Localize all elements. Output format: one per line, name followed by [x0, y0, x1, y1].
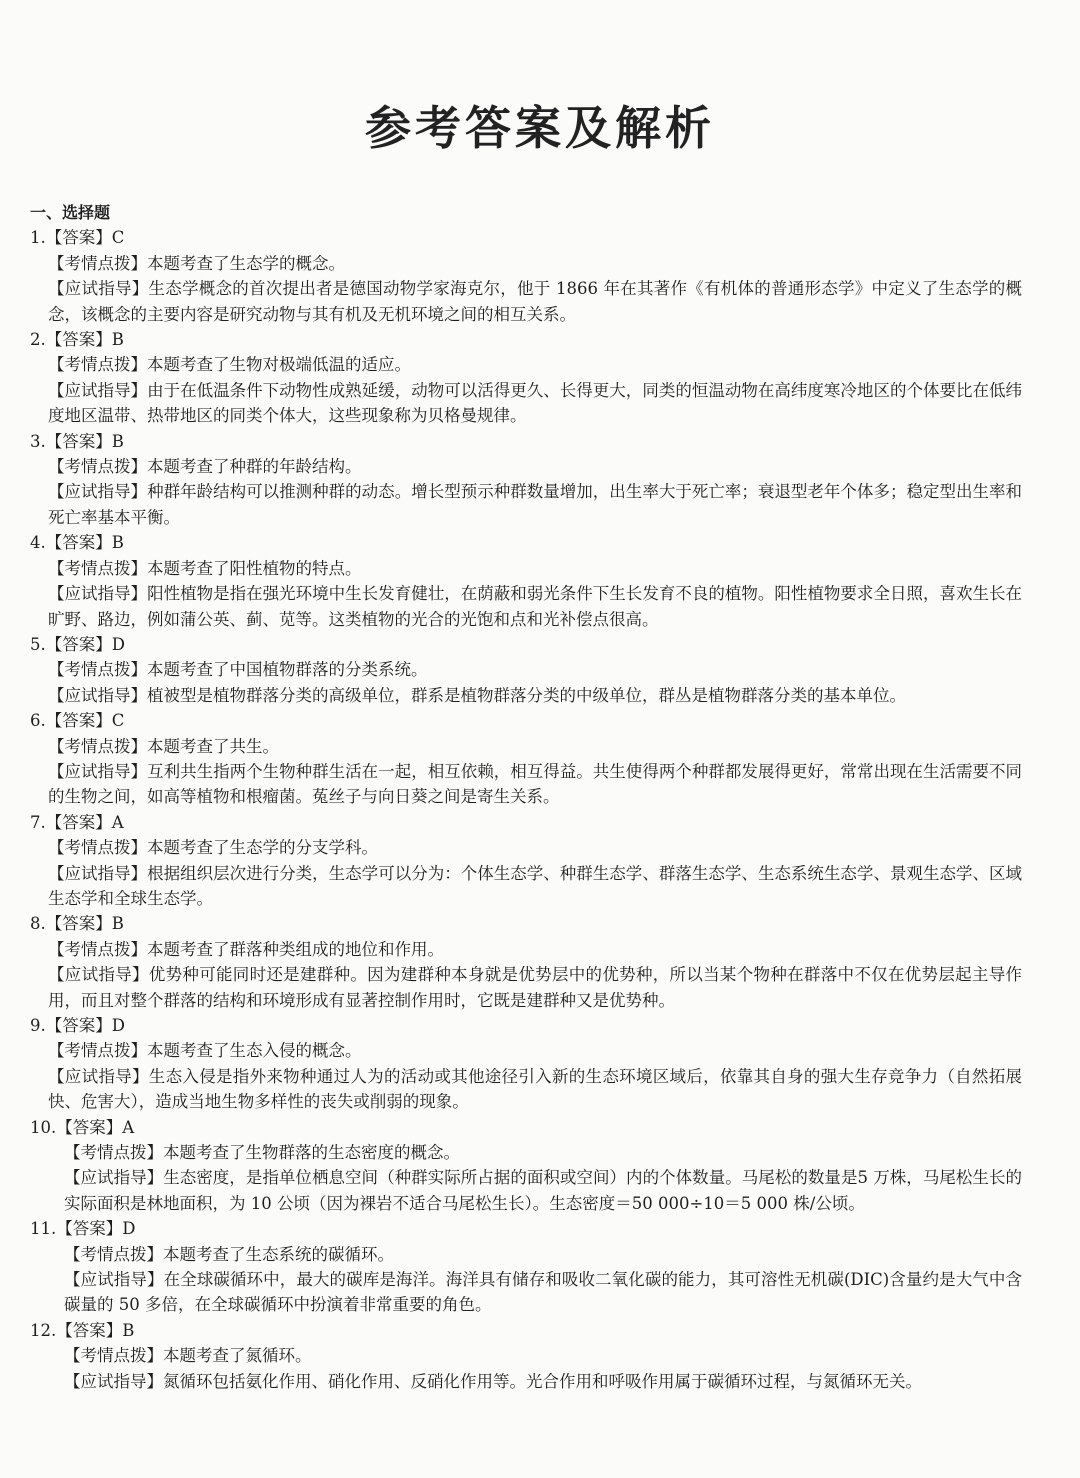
exam-point-tag: 【考情点拨】 — [48, 457, 147, 477]
answer-line — [30, 429, 1022, 454]
exam-point-tag: 【考情点拨】 — [64, 1143, 163, 1163]
exam-point-text: 本题考查了生物对极端低温的适应。 — [147, 355, 411, 375]
guidance-line — [30, 1064, 1022, 1115]
guidance-line — [30, 683, 1022, 708]
question-number: 8. — [30, 914, 46, 934]
question-number: 2. — [30, 330, 46, 350]
answer-label: 【答案】B — [56, 1320, 135, 1340]
question-item — [30, 632, 1022, 708]
question-item — [30, 911, 1022, 1013]
answer-label: 【答案】B — [45, 431, 124, 451]
exam-point-tag: 【考情点拨】 — [64, 1346, 163, 1366]
guidance-line — [30, 759, 1022, 810]
guidance-line — [30, 1267, 1022, 1318]
question-item — [30, 327, 1022, 429]
answer-section — [30, 200, 1022, 1394]
exam-point-line — [30, 1140, 1022, 1165]
answer-line — [30, 632, 1022, 657]
guidance-text: 生态入侵是指外来物种通过人为的活动或其他途径引入新的生态环境区域后，依靠其自身的强大生存竞争力（自然拓展快、危害大），造成当地生物多样性的丧失或削弱的现象。 — [48, 1066, 1023, 1112]
exam-point-text: 本题考查了生态学的分支学科。 — [147, 838, 378, 858]
exam-point-text: 本题考查了中国植物群落的分类系统。 — [147, 660, 428, 680]
answer-line — [30, 708, 1022, 733]
question-number: 11. — [30, 1219, 57, 1239]
question-number: 1. — [30, 228, 46, 248]
question-item — [30, 1216, 1022, 1318]
question-number: 7. — [30, 812, 46, 832]
exam-point-tag: 【考情点拨】 — [48, 838, 147, 858]
exam-point-text: 本题考查了种群的年龄结构。 — [147, 457, 362, 477]
answer-line — [30, 530, 1022, 555]
exam-point-tag: 【考情点拨】 — [48, 939, 147, 959]
question-item — [30, 708, 1022, 810]
question-number: 3. — [30, 431, 46, 451]
answer-line — [30, 1013, 1022, 1038]
exam-point-line — [30, 1038, 1022, 1063]
guidance-tag: 【应试指导】 — [48, 279, 149, 299]
answer-label: 【答案】D — [45, 634, 125, 654]
exam-point-text: 本题考查了氮循环。 — [163, 1346, 312, 1366]
exam-point-tag: 【考情点拨】 — [48, 1041, 147, 1061]
answer-label: 【答案】C — [45, 711, 125, 731]
question-number: 9. — [30, 1016, 46, 1035]
exam-point-tag: 【考情点拨】 — [48, 660, 147, 680]
exam-point-line — [30, 454, 1022, 479]
answer-label: 【答案】D — [56, 1219, 136, 1239]
guidance-tag: 【应试指导】 — [48, 965, 149, 985]
guidance-text: 互利共生指两个生物种群生活在一起，相互依赖，相互得益。共生使得两个种群都发展得更好，常常出现在生活需要不同的生物之间，如高等植物和根瘤菌。菟丝子与向日葵之间是寄生关系。 — [48, 761, 1023, 807]
guidance-text: 由于在低温条件下动物性成熟延缓，动物可以活得更久、长得更大，同类的恒温动物在高纬度寒冷地区的个体要比在低纬度地区温带、热带地区的同类个体大，这些现象称为贝格曼规律。 — [48, 380, 1023, 426]
guidance-text: 生态密度，是指单位栖息空间（种群实际所占据的面积或空间）内的个体数量。马尾松的数量是5 万株，马尾松生长的实际面积是林地面积，为 10 公顷（因为裸岩不适合马尾松生长）。生态密度＝50 000÷10＝5 000 株/公顷。 — [64, 1168, 1022, 1213]
guidance-line — [30, 378, 1022, 429]
exam-point-tag: 【考情点拨】 — [48, 355, 147, 375]
guidance-tag: 【应试指导】 — [64, 1371, 163, 1391]
guidance-text: 阳性植物是指在强光环境中生长发育健壮，在荫蔽和弱光条件下生长发育不良的植物。阳性植物要求全日照，喜欢生长在旷野、路边，例如蒲公英、蓟、苋等。这类植物的光合的光饱和点和光补偿点很高。 — [48, 584, 1023, 629]
guidance-tag: 【应试指导】 — [64, 1168, 164, 1188]
question-number: 5. — [30, 634, 46, 654]
answer-line — [30, 911, 1022, 936]
answer-label: 【答案】A — [56, 1117, 135, 1137]
question-item — [30, 1115, 1022, 1217]
question-number: 12. — [30, 1320, 57, 1340]
answer-line — [30, 225, 1022, 250]
question-item — [30, 225, 1022, 327]
exam-point-tag: 【考情点拨】 — [48, 736, 147, 756]
guidance-text: 种群年龄结构可以推测种群的动态。增长型预示种群数量增加，出生率大于死亡率；衰退型老年个体多；稳定型出生率和死亡率基本平衡。 — [48, 482, 1023, 527]
exam-point-line — [30, 1343, 1022, 1368]
guidance-line — [30, 962, 1022, 1013]
exam-point-text: 本题考查了生态系统的碳循环。 — [163, 1244, 394, 1264]
answer-line — [30, 327, 1022, 352]
answer-line — [30, 1318, 1022, 1343]
exam-point-line — [30, 835, 1022, 860]
guidance-tag: 【应试指导】 — [48, 380, 148, 400]
answer-label: 【答案】B — [45, 330, 124, 350]
exam-point-text: 本题考查了群落种类组成的地位和作用。 — [147, 939, 444, 959]
question-number: 10. — [30, 1117, 57, 1137]
guidance-tag: 【应试指导】 — [48, 685, 147, 705]
answer-line — [30, 810, 1022, 835]
guidance-tag: 【应试指导】 — [48, 482, 148, 502]
exam-point-line — [30, 1242, 1022, 1267]
guidance-tag: 【应试指导】 — [48, 761, 148, 781]
section-heading: 一、选择题 — [30, 203, 111, 222]
question-item — [30, 1318, 1022, 1394]
answer-label: 【答案】D — [45, 1016, 125, 1035]
question-item — [30, 429, 1022, 531]
question-number: 6. — [30, 711, 46, 731]
guidance-line — [30, 1369, 1022, 1394]
question-item — [30, 530, 1022, 632]
exam-point-text: 本题考查了生态入侵的概念。 — [147, 1041, 362, 1061]
answer-line — [30, 1115, 1022, 1140]
guidance-tag: 【应试指导】 — [48, 584, 148, 604]
guidance-text: 优势种可能同时还是建群种。因为建群种本身就是优势层中的优势种，所以当某个物种在群落中不仅在优势层起主导作用，而且对整个群落的结构和环境形成有显著控制作用时，它既是建群种又是优势种。 — [48, 965, 1023, 1010]
exam-point-line — [30, 556, 1022, 581]
exam-point-text: 本题考查了共生。 — [147, 736, 279, 756]
exam-point-tag: 【考情点拨】 — [48, 558, 147, 578]
guidance-text: 生态学概念的首次提出者是德国动物学家海克尔，他于 1866 年在其著作《有机体的普通形态学》中定义了生态学的概念，该概念的主要内容是研究动物与其有机及无机环境之间的相互关系。 — [48, 279, 1023, 324]
guidance-text: 植被型是植物群落分类的高级单位，群系是植物群落分类的中级单位，群丛是植物群落分类的基本单位。 — [147, 685, 906, 705]
page-title: 参考答案及解析 — [365, 101, 715, 155]
guidance-tag: 【应试指导】 — [64, 1270, 164, 1290]
guidance-text: 在全球碳循环中，最大的碳库是海洋。海洋具有储存和吸收二氧化碳的能力，其可溶性无机碳(DIC)含量约是大气中含碳量的 50 多倍，在全球碳循环中扮演着非常重要的角色。 — [64, 1270, 1023, 1315]
exam-point-text: 本题考查了生物群落的生态密度的概念。 — [163, 1143, 460, 1163]
answer-label: 【答案】B — [45, 914, 124, 934]
question-item — [30, 1013, 1022, 1115]
exam-point-text: 本题考查了阳性植物的特点。 — [147, 558, 362, 578]
guidance-line — [30, 581, 1022, 632]
guidance-tag: 【应试指导】 — [48, 1066, 149, 1086]
exam-point-line — [30, 657, 1022, 682]
exam-point-line — [30, 937, 1022, 962]
exam-point-tag: 【考情点拨】 — [64, 1244, 163, 1264]
guidance-tag: 【应试指导】 — [48, 863, 148, 883]
answer-line — [30, 1216, 1022, 1241]
guidance-line — [30, 479, 1022, 530]
question-list — [30, 225, 1022, 1394]
question-item — [30, 810, 1022, 912]
exam-point-line — [30, 251, 1022, 276]
answer-label: 【答案】B — [45, 533, 124, 553]
guidance-line — [30, 861, 1022, 912]
question-number: 4. — [30, 533, 46, 553]
exam-point-line — [30, 352, 1022, 377]
guidance-line — [30, 276, 1022, 327]
guidance-text: 根据组织层次进行分类，生态学可以分为：个体生态学、种群生态学、群落生态学、生态系统生态学、景观生态学、区域生态学和全球生态学。 — [48, 863, 1023, 908]
guidance-line — [30, 1165, 1022, 1216]
answer-label: 【答案】C — [45, 228, 125, 248]
exam-point-text: 本题考查了生态学的概念。 — [147, 253, 345, 273]
guidance-text: 氮循环包括氨化作用、硝化作用、反硝化作用等。光合作用和呼吸作用属于碳循环过程，与氮循环无关。 — [163, 1371, 922, 1391]
exam-point-tag: 【考情点拨】 — [48, 253, 147, 273]
answer-label: 【答案】A — [45, 812, 124, 832]
exam-point-line — [30, 734, 1022, 759]
